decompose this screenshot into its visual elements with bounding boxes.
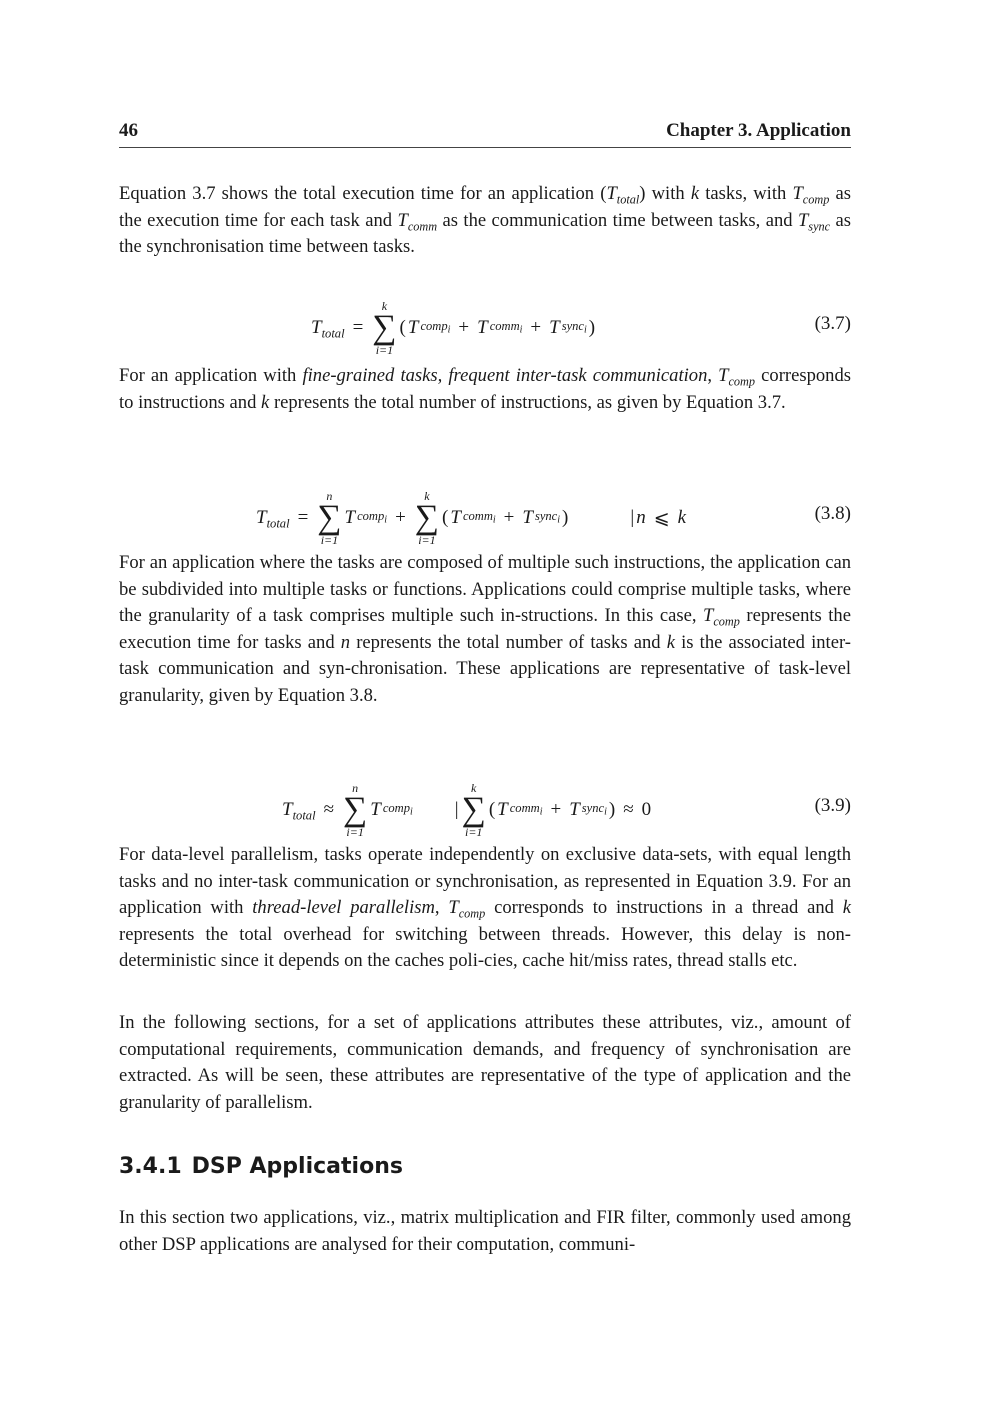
- equation-number: (3.8): [814, 503, 851, 524]
- summation-symbol: n ∑ i=1: [343, 781, 368, 839]
- equation-3-9: $T_{total}$ ≈ n ∑ i=1 T comp$_i$ | k ∑ i=1 ( T comm$_i$ + T sync$_i$ ) ≈ 0 (3.9): [282, 781, 851, 839]
- equation-3-8: $T_{total}$ = n ∑ i=1 T comp$_i$ + k ∑ i=1 ( T comm$_i$ + T sync$_i$ ) | n ⩽ k (3.8): [256, 489, 851, 547]
- equation-number: (3.9): [814, 795, 851, 816]
- equation-3-7: $T_{total}$ = k ∑ i=1 ( T comp$_i$ + T comm$_i$ + T sync$_i$ ) (3.7): [311, 299, 851, 357]
- running-head: [119, 120, 851, 148]
- equation-number: (3.7): [814, 313, 851, 334]
- paragraph-following-sections: In the following sections, for a set of applications attributes these attributes, viz., amount of computational requirements, communication demands, and frequency of synchronisation are extracted. As will be seen, these attributes are representative of the type of application and the granularity of parallelism.: [119, 1012, 851, 1113]
- summation-symbol: k ∑ i=1: [414, 489, 440, 547]
- section-heading: [119, 1154, 403, 1179]
- paragraph-fine-grained: For an application with fine-grained tasks, frequent inter-task communication, $T_{comp}$ corresponds to instructions and k represents the total number of instructions, as given by Equation 3.7.: [119, 365, 852, 413]
- page-number: 46: [119, 120, 138, 141]
- paragraph-intro: Equation 3.7 shows the total execution time for an application $(T_{total})$ with k tasks, with $T_{comp}$ as the execution time for each task and $T_{comm}$ as the communication time between tasks, and $T_{sync}$ as the synchronisation time between tasks.: [119, 183, 852, 258]
- paragraph-data-level: For data-level parallelism, tasks operate independently on exclusive data-sets, with equal length tasks and no inter-task communication or synchronisation, as represented in Equation 3.9. For an application with thread-level parallelism, $T_{comp}$ corresponds to instructions in a thread and k represents the total overhead for switching between threads. However, this delay is non-deterministic since it depends on the caches poli-cies, cache hit/miss rates, thread stalls etc.: [119, 844, 851, 972]
- summation-symbol: n ∑ i=1: [317, 489, 342, 547]
- section-number: 3.4.1: [119, 1154, 182, 1179]
- paragraph-dsp-intro: In this section two applications, viz., matrix multiplication and FIR filter, commonly used among other DSP applications are analysed for their computation, communi-: [119, 1207, 851, 1255]
- chapter-title: Chapter 3. Application: [666, 120, 851, 141]
- section-title: DSP Applications: [191, 1154, 403, 1179]
- paragraph-task-level: For an application where the tasks are composed of multiple such instructions, the application can be subdivided into multiple tasks or functions. Applications could comprise multiple tasks, where the granularity of a task comprises multiple such in-structions. In this case, $T_{comp}$ represents the execution time for tasks and n represents the total number of tasks and k is the associated inter-task communication and syn-chronisation. These applications are representative of task-level granularity, given by Equation 3.8.: [119, 552, 851, 706]
- summation-symbol: k ∑ i=1: [461, 781, 486, 839]
- summation-symbol: k ∑ i=1: [372, 299, 397, 357]
